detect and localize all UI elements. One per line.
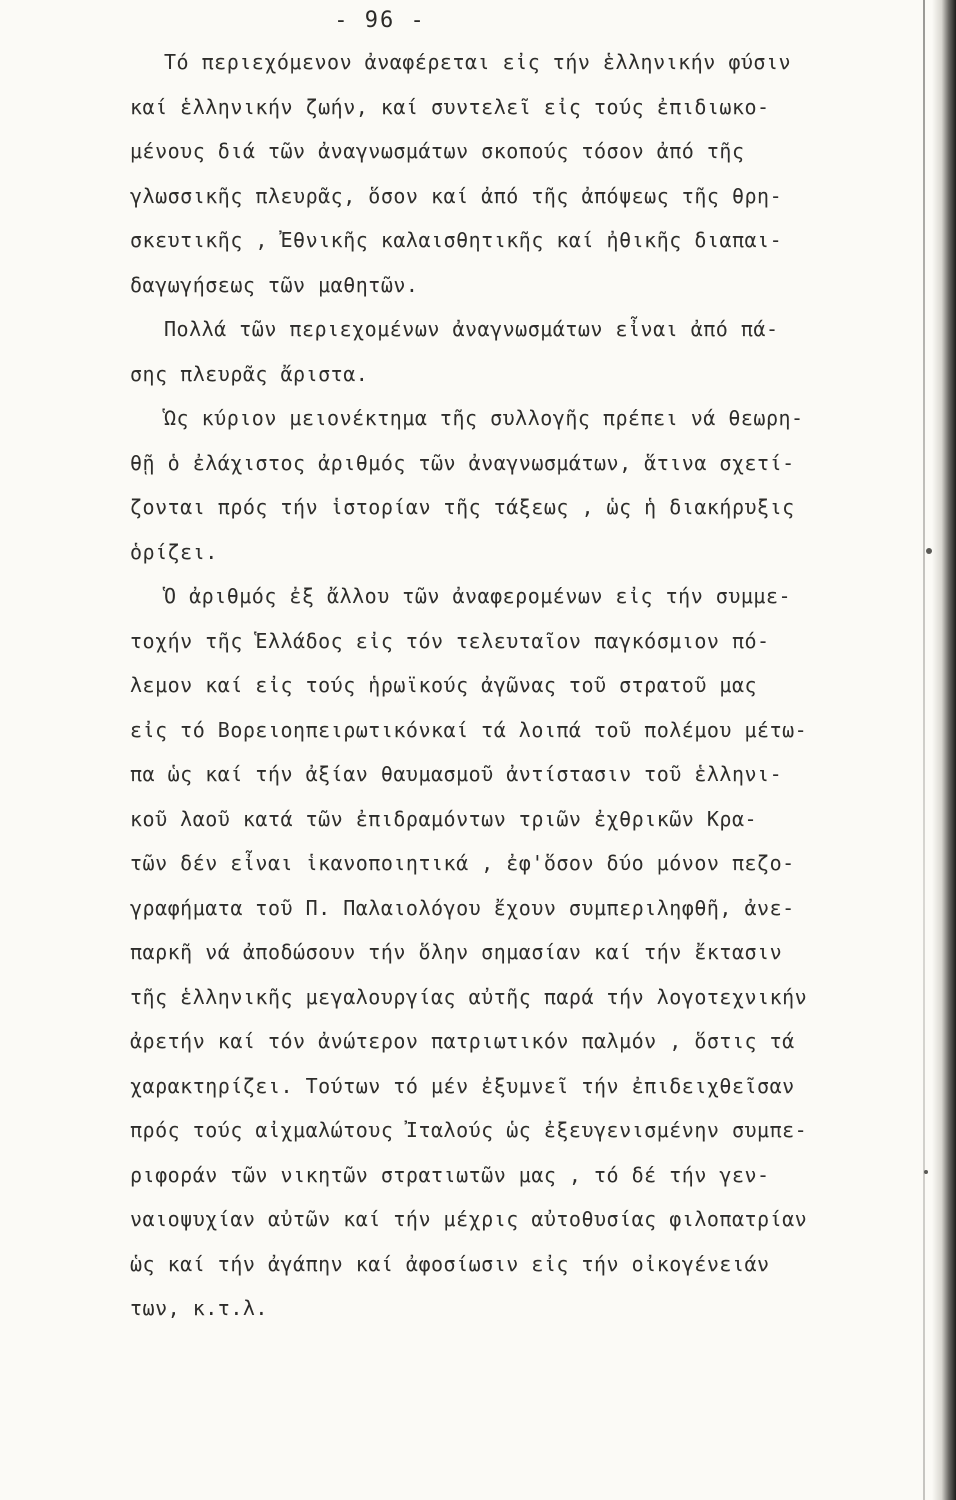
paragraph-1 (130, 40, 910, 307)
paragraph-3 (130, 396, 910, 574)
text-line: Ὁ ἀριθμός ἐξ ἄλλου τῶν ἀναφερομένων εἰς τήν συμμε- (164, 584, 792, 608)
text-line: γραφήματα τοῦ Π. Παλαιολόγου ἔχουν συμπεριληφθῆ, ἀνε- (130, 895, 795, 920)
paragraph-4 (130, 574, 910, 1331)
text-line: θῇ ὁ ἐλάχιστος ἀριθμός τῶν ἀναγνωσμάτων, ἅτινα σχετί- (130, 450, 795, 475)
text-line: κοῦ λαοῦ κατά τῶν ἐπιδραμόντων τριῶν ἐχθρικῶν Κρα- (130, 806, 758, 831)
text-line: σκευτικῆς , Ἐθνικῆς καλαισθητικῆς καί ἠθικῆς διαπαι- (130, 228, 783, 252)
scan-shadow-line (923, 0, 925, 1500)
text-line: πρός τούς αἰχμαλώτους Ἰταλούς ὡς ἐξευγενισμένην συμπε- (130, 1118, 808, 1142)
text-line: ζονται πρός τήν ἱστορίαν τῆς τάξεως , ὡς ἡ διακήρυξις (130, 495, 795, 519)
text-line: πα ὡς καί τήν ἀξίαν θαυμασμοῦ ἀντίστασιν τοῦ ἑλληνι- (130, 762, 783, 786)
body-text (130, 40, 910, 1331)
text-line: ναιοψυχίαν αὐτῶν καί τήν μέχρις αὐτοθυσίας φιλοπατρίαν (130, 1207, 808, 1231)
text-line: παρκῆ νά ἀποδώσουν τήν ὅλην σημασίαν καί τήν ἔκτασιν (130, 940, 783, 964)
text-line: Τό περιεχόμενον ἀναφέρεται εἰς τήν ἑλληνικήν φύσιν (164, 50, 792, 74)
scan-speck (926, 548, 932, 554)
text-line: γλωσσικῆς πλευρᾶς, ὅσον καί ἀπό τῆς ἀπόψεως τῆς θρη- (130, 183, 783, 208)
text-line: ἀρετήν καί τόν ἀνώτερον πατριωτικόν παλμόν , ὅστις τά (130, 1029, 795, 1053)
text-line: χαρακτηρίζει. Τούτων τό μέν ἐξυμνεῖ τήν ἐπιδειχθεῖσαν (130, 1073, 795, 1098)
text-line: τῆς ἑλληνικῆς μεγαλουργίας αὐτῆς παρά τήν λογοτεχνικήν (130, 984, 808, 1009)
text-line: τοχήν τῆς Ἑλλάδος εἰς τόν τελευταῖον παγκόσμιον πό- (130, 628, 770, 653)
text-line: των, κ.τ.λ. (130, 1296, 268, 1320)
page-number: - 96 - (334, 8, 426, 33)
text-line: καί ἑλληνικήν ζωήν, καί συντελεῖ εἰς τούς ἐπιδιωκο- (130, 94, 770, 119)
paragraph-2 (130, 307, 910, 396)
text-line: Πολλά τῶν περιεχομένων ἀναγνωσμάτων εἶναι ἀπό πά- (164, 317, 779, 341)
text-line: τῶν δέν εἶναι ἱκανοποιητικά , ἐφ'ὅσον δύο μόνον πεζο- (130, 851, 795, 875)
text-line: Ὡς κύριον μειονέκτημα τῆς συλλογῆς πρέπει νά θεωρη- (164, 406, 804, 430)
text-line: ριφοράν τῶν νικητῶν στρατιωτῶν μας , τό δέ τήν γεν- (130, 1162, 770, 1187)
text-line: λεμον καί εἰς τούς ἡρωϊκούς ἀγῶνας τοῦ στρατοῦ μας (130, 673, 758, 697)
text-line: σης πλευρᾶς ἄριστα. (130, 361, 369, 386)
text-line: δαγωγήσεως τῶν μαθητῶν. (130, 272, 419, 297)
text-line: μένους διά τῶν ἀναγνωσμάτων σκοπούς τόσον ἀπό τῆς (130, 139, 745, 163)
text-line: ὁρίζει. (130, 539, 218, 564)
text-line: εἰς τό Βορειοηπειρωτικόνκαί τά λοιπά τοῦ πολέμου μέτω- (130, 717, 808, 742)
scan-speck (924, 1170, 928, 1174)
scan-edge-shadow (932, 0, 956, 1500)
text-line: ὡς καί τήν ἀγάπην καί ἀφοσίωσιν εἰς τήν οἰκογένειάν (130, 1251, 770, 1276)
